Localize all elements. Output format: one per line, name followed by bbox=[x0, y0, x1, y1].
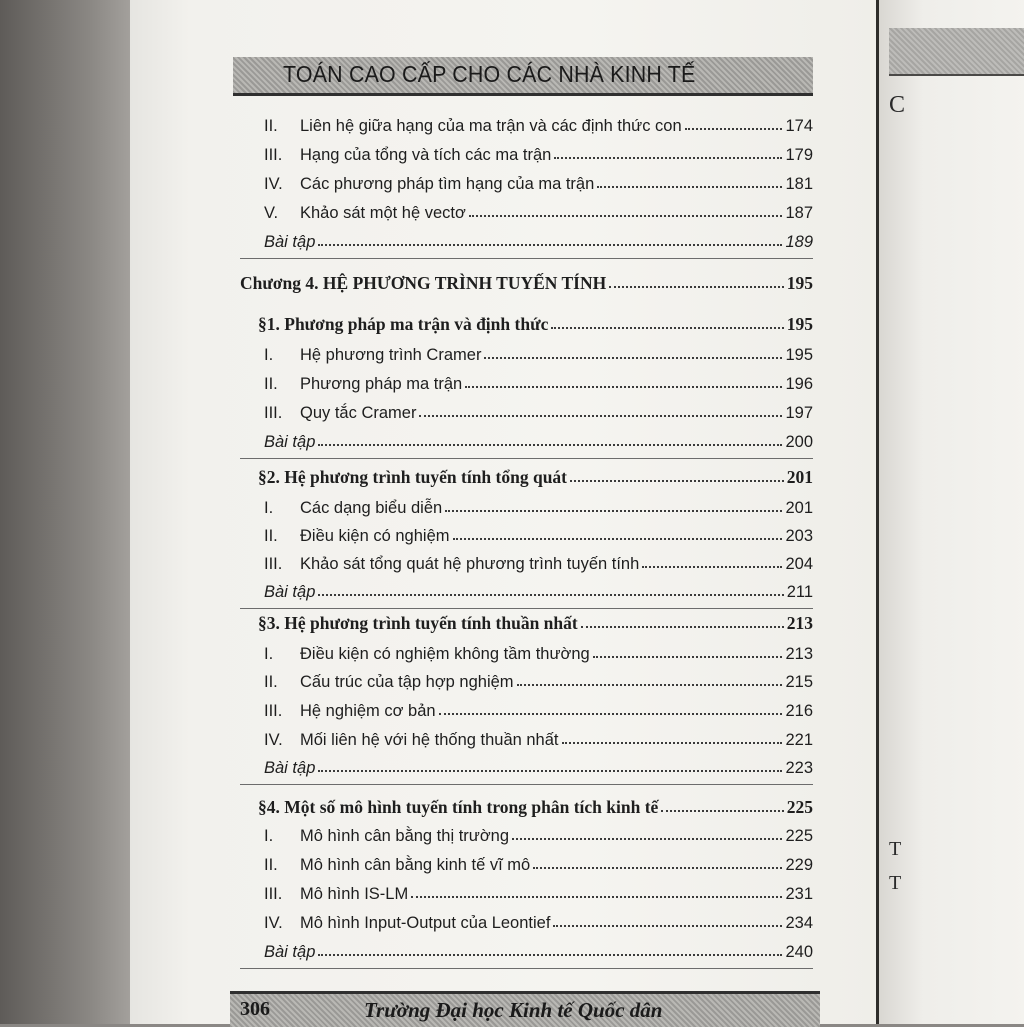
dot-leader bbox=[593, 656, 783, 658]
dot-leader bbox=[419, 415, 782, 417]
toc-page-number: 195 bbox=[786, 314, 813, 334]
toc-page-number: 240 bbox=[785, 943, 813, 961]
toc-item-number: IV. bbox=[264, 731, 283, 749]
toc-entry-title: Bài tập bbox=[264, 433, 316, 451]
toc-entry-title: Bài tập bbox=[264, 943, 316, 961]
publisher-name: Trường Đại học Kinh tế Quốc dân bbox=[364, 998, 663, 1022]
toc-item-number: IV. bbox=[264, 175, 283, 193]
toc-item-row bbox=[264, 195, 813, 223]
toc-exercise-row bbox=[264, 934, 813, 962]
book-title: TOÁN CAO CẤP CHO CÁC NHÀ KINH TẾ bbox=[282, 61, 695, 87]
toc-entry-title: Hạng của tổng và tích các ma trận bbox=[300, 146, 552, 164]
toc-page-number: 174 bbox=[785, 117, 813, 135]
toc-item-row bbox=[264, 166, 813, 194]
toc-entry-title: Liên hệ giữa hạng của ma trận và các định thức con bbox=[300, 117, 682, 135]
toc-entry-title: §3. Hệ phương trình tuyến tính thuần nhất bbox=[258, 613, 578, 633]
toc-section-row bbox=[258, 606, 813, 634]
toc-section-row bbox=[258, 307, 813, 335]
toc-page-number: 201 bbox=[786, 467, 813, 487]
running-footer bbox=[230, 991, 820, 1027]
toc-entry-title: Điều kiện có nghiệm không tầm thường bbox=[300, 645, 590, 663]
toc-item-number: IV. bbox=[264, 914, 283, 932]
toc-entry-title: Bài tập bbox=[264, 759, 316, 777]
toc-item-row bbox=[264, 847, 813, 875]
toc-page-number: 213 bbox=[786, 613, 813, 633]
toc-item-row bbox=[264, 722, 813, 750]
toc-page-number: 197 bbox=[785, 404, 813, 422]
toc-exercise-row bbox=[264, 750, 813, 778]
toc-item-number: II. bbox=[264, 673, 278, 691]
toc-item-number: III. bbox=[264, 702, 283, 720]
toc-item-number: V. bbox=[264, 204, 279, 222]
section-divider bbox=[240, 458, 813, 459]
table-surface-left bbox=[0, 0, 130, 1024]
toc-item-row bbox=[264, 693, 813, 721]
toc-page-number: 200 bbox=[785, 433, 813, 451]
toc-item-number: I. bbox=[264, 827, 274, 845]
toc-page-number: 223 bbox=[785, 759, 813, 777]
toc-item-number: I. bbox=[264, 499, 274, 517]
dot-leader bbox=[465, 386, 782, 388]
toc-entry-title: Mô hình Input-Output của Leontief bbox=[300, 914, 551, 932]
toc-page-number: 215 bbox=[785, 673, 813, 691]
toc-item-number: III. bbox=[264, 885, 283, 903]
toc-entry-title: Mối liên hệ với hệ thống thuần nhất bbox=[300, 731, 559, 749]
toc-page-number: 221 bbox=[785, 731, 813, 749]
toc-page-number: 203 bbox=[785, 527, 813, 545]
toc-item-number: III. bbox=[264, 555, 283, 573]
toc-page-number: 196 bbox=[785, 375, 813, 393]
toc-page-number: 181 bbox=[785, 175, 813, 193]
toc-item-row bbox=[264, 366, 813, 394]
toc-item-row bbox=[264, 876, 813, 904]
dot-leader bbox=[685, 128, 783, 130]
toc-exercise-row bbox=[264, 574, 813, 602]
toc-page-number: 201 bbox=[785, 499, 813, 517]
toc-entry-title: Bài tập bbox=[264, 583, 316, 601]
section-divider bbox=[240, 258, 813, 259]
toc-entry-title: Cấu trúc của tập hợp nghiệm bbox=[300, 673, 514, 691]
toc-item-row bbox=[264, 636, 813, 664]
dot-leader bbox=[581, 626, 784, 628]
toc-entry-title: Mô hình IS-LM bbox=[300, 885, 409, 903]
toc-page-number: 216 bbox=[785, 702, 813, 720]
toc-entry-title: Phương pháp ma trận bbox=[300, 375, 463, 393]
toc-entry-title: Khảo sát tổng quát hệ phương trình tuyến tính bbox=[300, 555, 640, 573]
toc-exercise-row bbox=[264, 224, 813, 252]
dot-leader bbox=[318, 770, 782, 772]
toc-page-number: 179 bbox=[785, 146, 813, 164]
dot-leader bbox=[484, 357, 782, 359]
toc-item-number: II. bbox=[264, 375, 278, 393]
dot-leader bbox=[411, 896, 782, 898]
dot-leader bbox=[318, 444, 782, 446]
toc-page-number: 231 bbox=[785, 885, 813, 903]
toc-entry-title: §1. Phương pháp ma trận và định thức bbox=[258, 314, 549, 334]
facing-page-letter: T bbox=[889, 872, 902, 894]
dot-leader bbox=[318, 594, 783, 596]
dot-leader bbox=[318, 954, 782, 956]
facing-page bbox=[876, 0, 1024, 1024]
toc-page-number: 195 bbox=[786, 273, 813, 293]
toc-page-number: 189 bbox=[785, 233, 813, 251]
dot-leader bbox=[439, 713, 783, 715]
toc-item-row bbox=[264, 137, 813, 165]
toc-chapter-row bbox=[240, 266, 813, 294]
toc-page-number: 213 bbox=[785, 645, 813, 663]
dot-leader bbox=[554, 157, 782, 159]
toc-entry-title: Hệ phương trình Cramer bbox=[300, 346, 482, 364]
toc-item-row bbox=[264, 518, 813, 546]
dot-leader bbox=[533, 867, 782, 869]
toc-item-row bbox=[264, 818, 813, 846]
toc-entry-title: Chương 4. HỆ PHƯƠNG TRÌNH TUYẾN TÍNH bbox=[240, 273, 607, 293]
toc-entry-title: Mô hình cân bằng kinh tế vĩ mô bbox=[300, 856, 531, 874]
toc-item-number: III. bbox=[264, 146, 283, 164]
dot-leader bbox=[642, 566, 782, 568]
toc-exercise-row bbox=[264, 424, 813, 452]
dot-leader bbox=[517, 684, 783, 686]
toc-page-number: 204 bbox=[785, 555, 813, 573]
toc-item-number: III. bbox=[264, 404, 283, 422]
toc-item-number: II. bbox=[264, 117, 278, 135]
toc-entry-title: Các dạng biểu diễn bbox=[300, 499, 443, 517]
section-divider bbox=[240, 968, 813, 969]
toc-page-number: 225 bbox=[785, 827, 813, 845]
facing-page-letter: T bbox=[889, 838, 902, 860]
toc-item-number: II. bbox=[264, 856, 278, 874]
dot-leader bbox=[469, 215, 783, 217]
toc-item-row bbox=[264, 337, 813, 365]
toc-item-row bbox=[264, 395, 813, 423]
dot-leader bbox=[597, 186, 782, 188]
dot-leader bbox=[551, 327, 783, 329]
toc-entry-title: Hệ nghiệm cơ bản bbox=[300, 702, 436, 720]
dot-leader bbox=[512, 838, 782, 840]
toc-item-row bbox=[264, 664, 813, 692]
book-page bbox=[130, 0, 876, 1024]
dot-leader bbox=[318, 244, 782, 246]
toc-section-row bbox=[258, 790, 813, 818]
toc-item-number: II. bbox=[264, 527, 278, 545]
dot-leader bbox=[553, 925, 782, 927]
toc-entry-title: §2. Hệ phương trình tuyến tính tổng quát bbox=[258, 467, 568, 487]
facing-page-header-band bbox=[889, 28, 1024, 76]
toc-entry-title: Các phương pháp tìm hạng của ma trận bbox=[300, 175, 595, 193]
dot-leader bbox=[661, 810, 783, 812]
toc-page-number: 225 bbox=[786, 797, 813, 817]
toc-entry-title: Khảo sát một hệ vectơ bbox=[300, 204, 466, 222]
toc-page-number: 211 bbox=[786, 583, 813, 601]
toc-entry-title: Điều kiện có nghiệm bbox=[300, 527, 450, 545]
toc-item-row bbox=[264, 546, 813, 574]
toc-page-number: 234 bbox=[785, 914, 813, 932]
toc-item-row bbox=[264, 490, 813, 518]
toc-entry-title: Bài tập bbox=[264, 233, 316, 251]
page-number: 306 bbox=[240, 998, 270, 1020]
toc-item-row bbox=[264, 905, 813, 933]
toc-item-row bbox=[264, 108, 813, 136]
dot-leader bbox=[453, 538, 783, 540]
running-header bbox=[233, 57, 813, 96]
dot-leader bbox=[445, 510, 782, 512]
dot-leader bbox=[609, 286, 784, 288]
toc-section-row bbox=[258, 460, 813, 488]
facing-page-letter: C bbox=[889, 92, 906, 118]
toc-entry-title: Quy tắc Cramer bbox=[300, 404, 417, 422]
toc-page-number: 229 bbox=[785, 856, 813, 874]
toc-page-number: 187 bbox=[785, 204, 813, 222]
toc-item-number: I. bbox=[264, 346, 274, 364]
toc-entry-title: §4. Một số mô hình tuyến tính trong phân tích kinh tế bbox=[258, 797, 659, 817]
dot-leader bbox=[570, 480, 784, 482]
toc-page-number: 195 bbox=[785, 346, 813, 364]
section-divider bbox=[240, 784, 813, 785]
toc-item-number: I. bbox=[264, 645, 274, 663]
toc-entry-title: Mô hình cân bằng thị trường bbox=[300, 827, 509, 845]
dot-leader bbox=[562, 742, 783, 744]
